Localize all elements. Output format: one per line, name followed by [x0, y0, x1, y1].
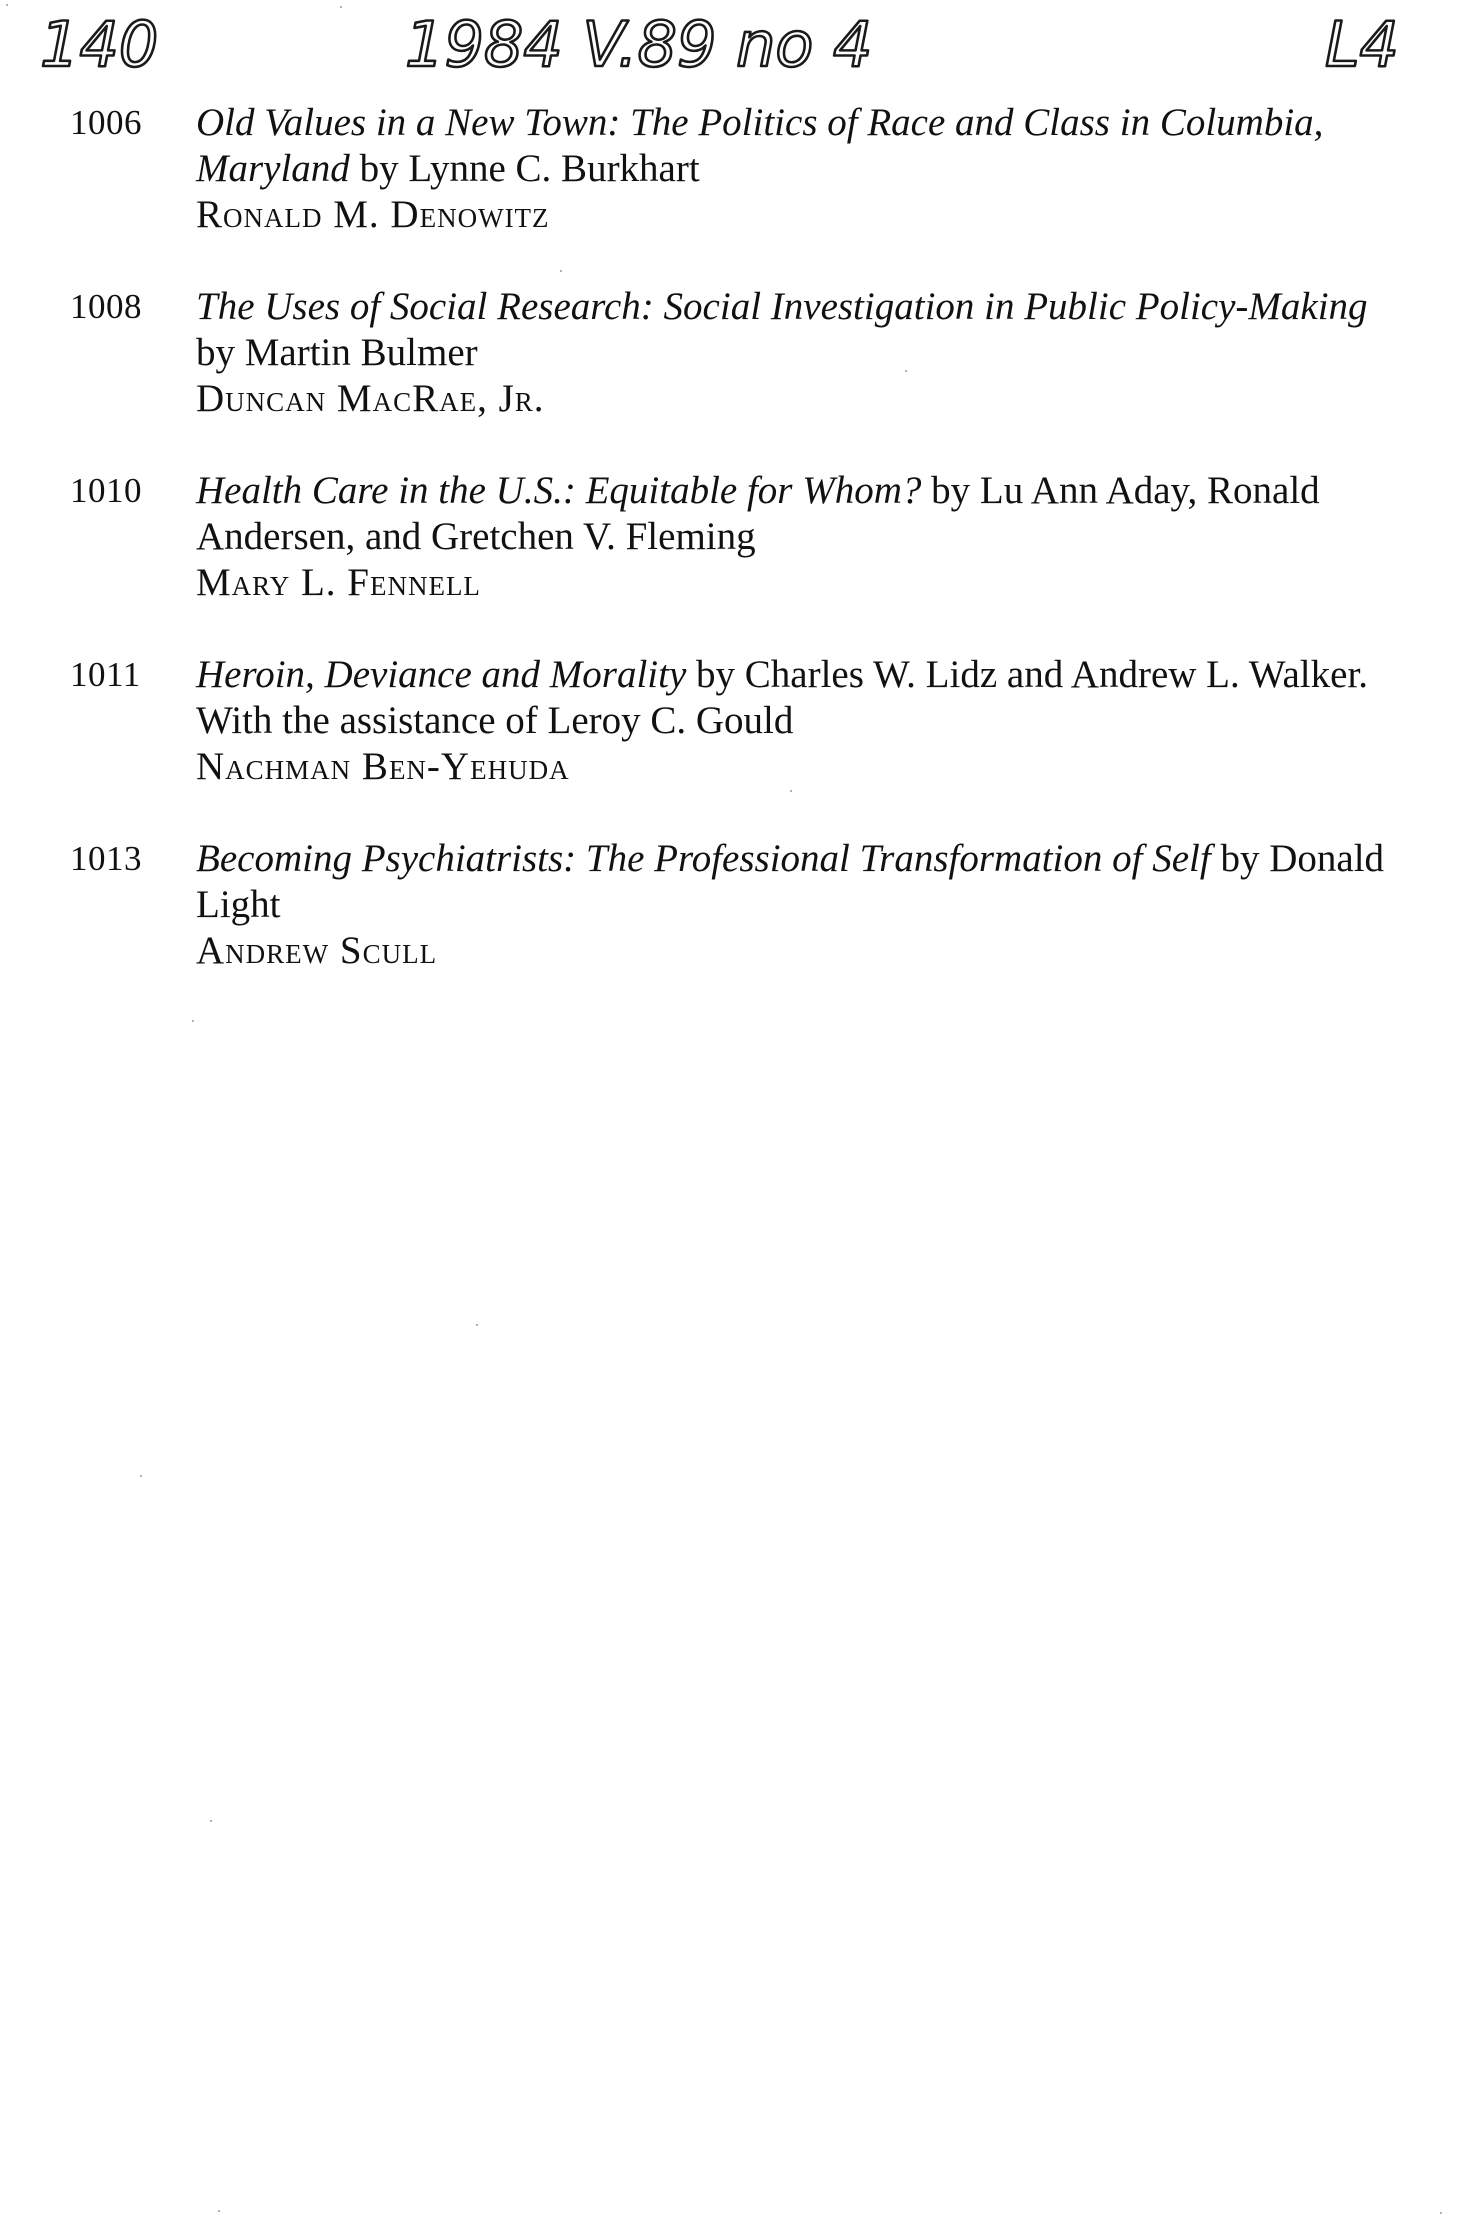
entry-body	[196, 652, 1410, 790]
reviewer-name: Mary L. Fennell	[196, 561, 481, 604]
by-word: by	[359, 147, 399, 190]
review-entry	[70, 100, 1410, 238]
page-number: 1006	[70, 103, 142, 142]
entry-body	[196, 100, 1410, 238]
entry-body	[196, 836, 1410, 974]
book-title: Health Care in the U.S.: Equitable for Whom?	[196, 469, 922, 512]
page-number: 1011	[70, 655, 141, 694]
by-word: by	[196, 331, 235, 374]
page-number: 1008	[70, 287, 142, 326]
book-authors: Lynne C. Burkhart	[408, 147, 700, 190]
page-number: 1010	[70, 471, 142, 510]
handwritten-center: 1984 V.89 no 4	[405, 8, 873, 81]
book-authors: Martin Bulmer	[244, 331, 478, 374]
reviewer-name: Nachman Ben-Yehuda	[196, 745, 570, 788]
page-number: 1013	[70, 839, 142, 878]
book-authors: Donald Light	[196, 837, 1385, 926]
by-word: by	[1220, 837, 1260, 880]
book-authors: Charles W. Lidz and Andrew L. Walker. With the assistance of Leroy C. Gould	[196, 653, 1369, 742]
handwritten-right: L4	[1325, 8, 1399, 81]
book-authors: Lu Ann Aday, Ronald Andersen, and Gretchen V. Fleming	[196, 469, 1320, 558]
book-title: Old Values in a New Town: The Politics of Race and Class in Columbia, Maryland	[196, 101, 1324, 190]
by-word: by	[931, 469, 971, 512]
review-list	[70, 100, 1410, 1020]
by-word: by	[696, 653, 736, 696]
handwritten-header-svg	[0, 0, 1463, 100]
review-entry	[70, 836, 1410, 974]
book-title: Heroin, Deviance and Morality	[196, 653, 687, 696]
entry-body	[196, 284, 1410, 422]
reviewer-name: Duncan MacRae, Jr.	[196, 377, 545, 420]
reviewer-name: Andrew Scull	[196, 929, 438, 972]
reviewer-name: Ronald M. Denowitz	[196, 193, 550, 236]
review-entry	[70, 652, 1410, 790]
handwritten-left: 140	[40, 8, 159, 81]
handwritten-header	[0, 0, 1463, 100]
review-entry	[70, 468, 1410, 606]
entry-body	[196, 468, 1410, 606]
book-title: Becoming Psychiatrists: The Professional Transformation of Self	[196, 837, 1211, 880]
book-title: The Uses of Social Research: Social Investigation in Public Policy-Making	[196, 285, 1368, 328]
review-entry	[70, 284, 1410, 422]
